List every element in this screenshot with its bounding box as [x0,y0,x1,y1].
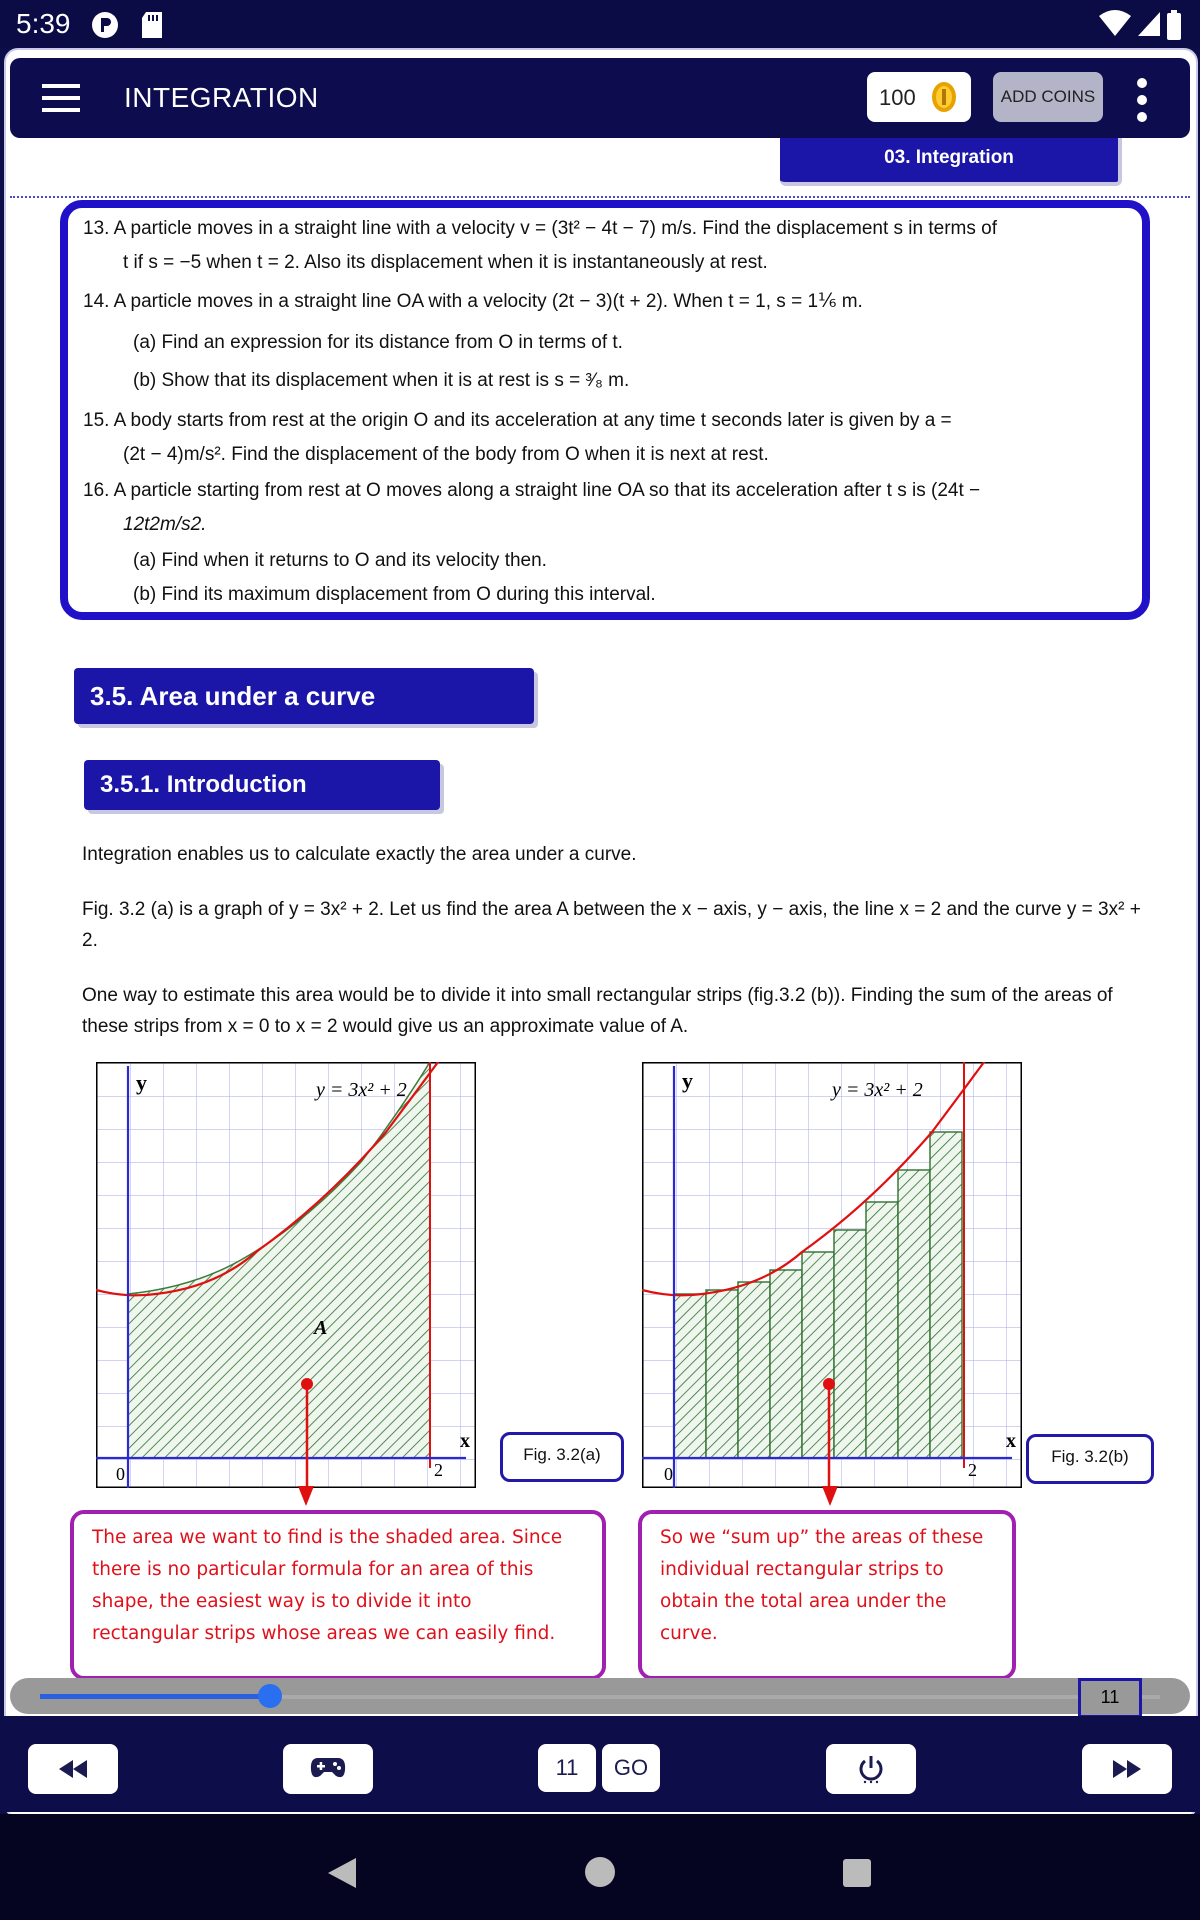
add-coins-button[interactable]: ADD COINS [993,72,1103,122]
intro-paragraph-1: Integration enables us to calculate exactly the area under a curve. [82,844,637,865]
system-navigation-bar [0,1814,1200,1920]
intro-paragraph-3: One way to estimate this area would be to divide it into small rectangular strips (fig.3.2 (b)). Finding the sum of the areas of these strips from x = 0 to x = 2 would give us an approximate value of A. [82,985,1113,1037]
question-13-line-2: t if s = −5 when t = 2. Also its displacement when it is instantaneously at rest. [123,252,768,273]
wifi-icon [1098,10,1132,38]
menu-icon[interactable] [42,82,82,114]
fig-b-y-label: y [682,1068,693,1093]
coin-count: 100 [879,85,916,110]
note-arrow-left [296,1486,316,1510]
section-heading: 3.5. Area under a curve [74,668,534,724]
question-15-line-1: 15. A body starts from rest at the origin O and its acceleration at any time t seconds later is given by a = [83,410,952,431]
sd-card-icon [140,10,164,40]
fig-a-x-label: x [460,1430,470,1452]
fig-a-curve-label: y = 3x² + 2 [316,1079,407,1101]
fig-a-x-tick: 2 [434,1460,443,1480]
previous-page-button[interactable] [28,1744,118,1794]
figure-3-2b [642,1062,1022,1488]
fig-a-origin: 0 [116,1464,125,1484]
chapter-tab: 03. Integration [780,138,1122,186]
app-title: INTEGRATION [124,82,319,113]
fig-a-caption: Fig. 3.2(a) [500,1432,624,1482]
battery-icon [1166,10,1182,40]
subsection-heading: 3.5.1. Introduction [84,760,440,810]
status-bar [0,0,1200,48]
fig-b-x-tick: 2 [968,1460,977,1480]
intro-paragraph-2: Fig. 3.2 (a) is a graph of y = 3x² + 2. Let us find the area A between the x − axis, y − axis, the line x = 2 and the curve y = 3x² + 2. [82,899,1141,951]
app-notification-icon [90,10,120,40]
fig-a-area-label: A [314,1317,328,1339]
page-slider[interactable] [10,1678,1190,1714]
go-button[interactable]: GO [602,1744,660,1792]
slider-progress [40,1694,270,1699]
note-right: So we “sum up” the areas of these individual rectangular strips to obtain the total area under the curve. [638,1510,1016,1678]
next-page-button[interactable] [1082,1744,1172,1794]
home-icon[interactable] [584,1856,616,1888]
app-bar [10,58,1190,138]
question-16-b: (b) Find its maximum displacement from O during this interval. [133,584,656,605]
game-button[interactable] [283,1744,373,1794]
question-14-a: (a) Find an expression for its distance from O in terms of t. [133,332,623,353]
fast-forward-icon [1113,1760,1141,1778]
figure-3-2a [96,1062,476,1488]
question-16-line-2: 12t2m/s2. [123,514,207,535]
page-divider [10,196,1190,198]
note-arrow-right [820,1486,840,1510]
fig-b-origin: 0 [664,1464,673,1484]
book-page [10,138,1190,1678]
fig-b-caption: Fig. 3.2(b) [1026,1434,1154,1484]
question-15-line-2: (2t − 4)m/s². Find the displacement of the body from O when it is next at rest. [123,444,769,465]
slider-thumb[interactable] [258,1684,282,1708]
rewind-icon [59,1760,87,1778]
coin-balance [867,72,971,122]
question-16-a: (a) Find when it returns to O and its velocity then. [133,550,547,571]
signal-icon [1136,10,1162,38]
question-14-line-1: 14. A particle moves in a straight line OA with a velocity (2t − 3)(t + 2). When t = 1, s = 1⅙ m. [83,291,863,312]
question-14-b: (b) Show that its displacement when it is at rest is s = ³⁄₈ m. [133,370,630,391]
power-button[interactable] [826,1744,916,1794]
more-vert-icon[interactable] [1134,78,1150,122]
bottom-navbar [0,1716,1200,1812]
back-icon[interactable] [326,1856,358,1890]
power-icon [857,1754,885,1784]
slider-page-indicator: 11 [1078,1678,1142,1718]
note-left: The area we want to find is the shaded area. Since there is no particular formula for an area of this shape, the easiest way is to divide it into rectangular strips whose areas we can easily find. [70,1510,606,1678]
fig-b-x-label: x [1006,1430,1016,1452]
recents-icon[interactable] [842,1858,872,1888]
fig-b-curve-label: y = 3x² + 2 [832,1079,923,1101]
question-13-line-1: 13. A particle moves in a straight line with a velocity v = (3t² − 4t − 7) m/s. Find the displacement s in terms of [83,218,997,239]
fig-a-y-label: y [136,1070,147,1095]
coin-icon [929,80,959,114]
page-number-input[interactable]: 11 [538,1744,596,1792]
status-time: 5:39 [16,8,71,39]
gamepad-icon [310,1756,346,1780]
question-16-line-1: 16. A particle starting from rest at O moves along a straight line OA so that its acceleration after t s is (24t − [83,480,981,501]
